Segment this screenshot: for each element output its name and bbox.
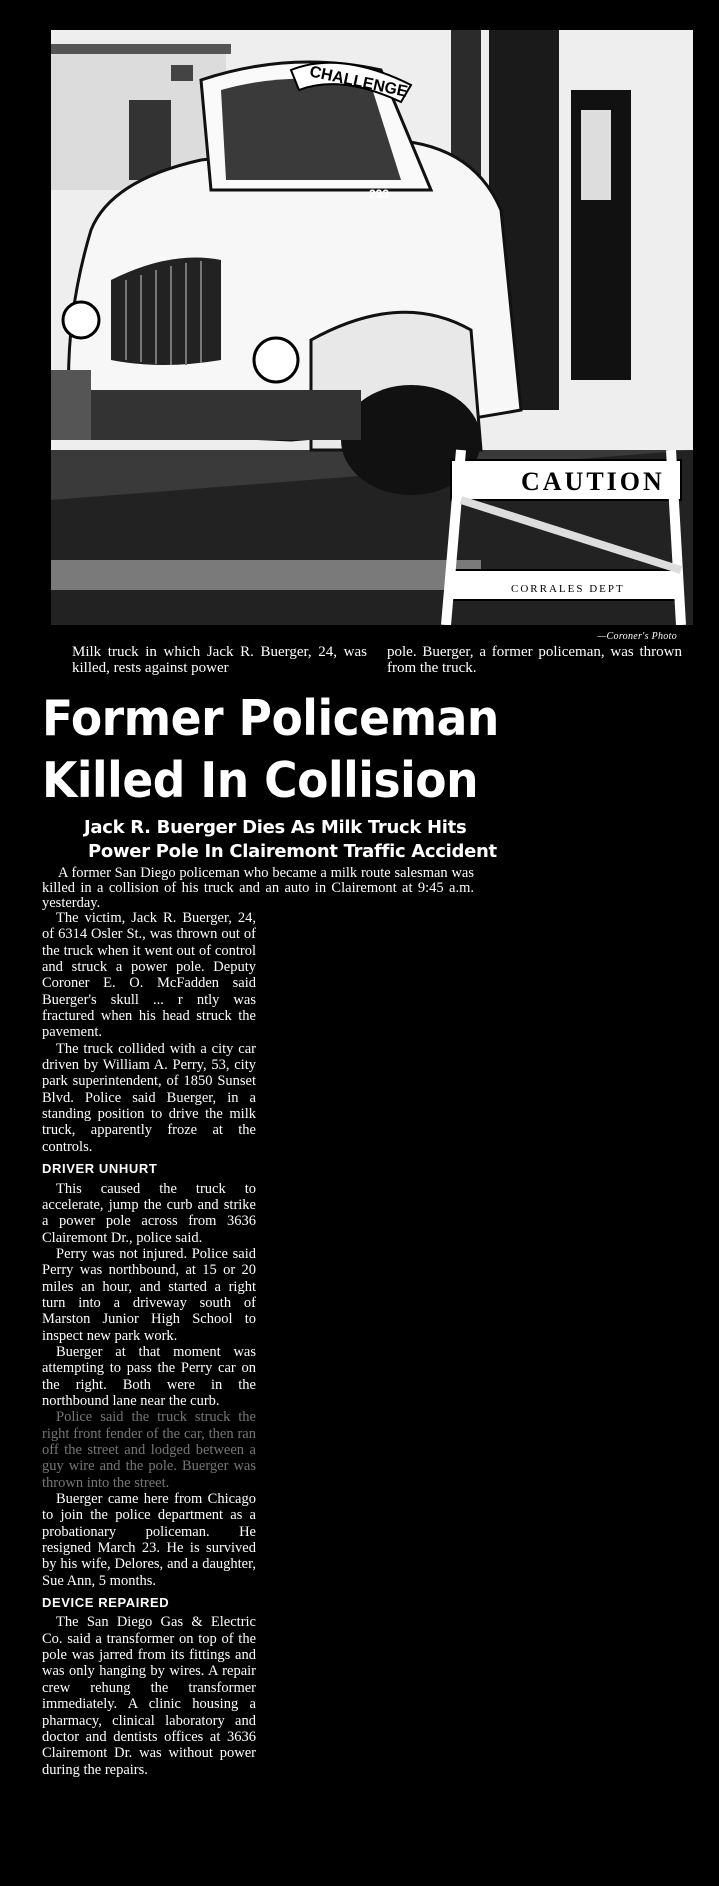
truck-sign: CHALLENGE	[308, 63, 409, 101]
paragraph: This caused the truck to accelerate, jump the curb and strike a power pole across from 3636 Clairemont Dr., police said.	[42, 1180, 256, 1246]
barricade-subtext: CORRALES DEPT	[511, 583, 625, 595]
photo-credit: —Coroner's Photo	[597, 631, 677, 642]
truck-number: 233	[369, 187, 390, 201]
paragraph: Buerger came here from Chicago to join the police department as a probationary policeman. He resigned March 23. He is survived by his wife, Delores, and a daughter, Sue Ann, 5 months.	[42, 1491, 256, 1589]
photo-caption	[72, 644, 682, 676]
news-photo	[51, 30, 693, 625]
subhead-device-repaired: DEVICE REPAIRED	[42, 1595, 170, 1611]
paragraph-faded: Police said the truck struck the right front fender of the car, then ran off the street and lodged between a guy wire and the pole. Buerger was thrown into the street.	[42, 1409, 256, 1491]
barricade-sign: CAUTION	[521, 467, 665, 496]
headline	[42, 688, 526, 812]
headline-line2: Killed In Collision	[42, 752, 479, 809]
paragraph: The truck collided with a city car driven by William A. Perry, 53, city park superintendent, of 1850 Sunset Blvd. Police said Buerger, in a standing position to drive the milk truck, apparently froze at the controls.	[42, 1040, 256, 1155]
paragraph: Buerger at that moment was attempting to pass the Perry car on the right. Both were in the northbound lane near the curb.	[42, 1343, 256, 1409]
headline-line1: Former Policeman	[42, 690, 499, 747]
lead-paragraph: A former San Diego policeman who became a milk route salesman was killed in a collision of his truck and an auto in Clairemont at 9:45 a.m. yesterday.	[42, 865, 474, 912]
paragraph: The victim, Jack R. Buerger, 24, of 6314 Osler St., was thrown out of the truck when it went out of control and struck a power pole. Deputy Coroner E. O. McFadden said Buerger's skull ... r ntly was fractured when his head struck the pavement.	[42, 910, 256, 1041]
milk-truck-photo	[51, 30, 693, 625]
subheadline	[84, 816, 504, 864]
paragraph: The San Diego Gas & Electric Co. said a transformer on top of the pole was jarred from its fittings and was only hanging by wires. A repair crew rehung the transformer immediately. A clinic housing a pharmacy, clinical laboratory and doctor and dentists offices at 3636 Clairemont Dr. was without power during the repairs.	[42, 1614, 256, 1778]
deck-line1: Jack R. Buerger Dies As Milk Truck Hits	[84, 817, 467, 838]
subhead-driver-unhurt: DRIVER UNHURT	[42, 1161, 158, 1177]
article-column	[42, 910, 256, 1778]
caption-left: Milk truck in which Jack R. Buerger, 24, was killed, rests against power	[72, 644, 367, 676]
caption-right: pole. Buerger, a former policeman, was thrown from the truck.	[387, 644, 682, 676]
deck-line2: Power Pole In Clairemont Traffic Accident	[88, 841, 497, 862]
paragraph: Perry was not injured. Police said Perry was northbound, at 15 or 20 miles an hour, and started a right turn into a driveway south of Marston Junior High School to inspect new park work.	[42, 1245, 256, 1344]
